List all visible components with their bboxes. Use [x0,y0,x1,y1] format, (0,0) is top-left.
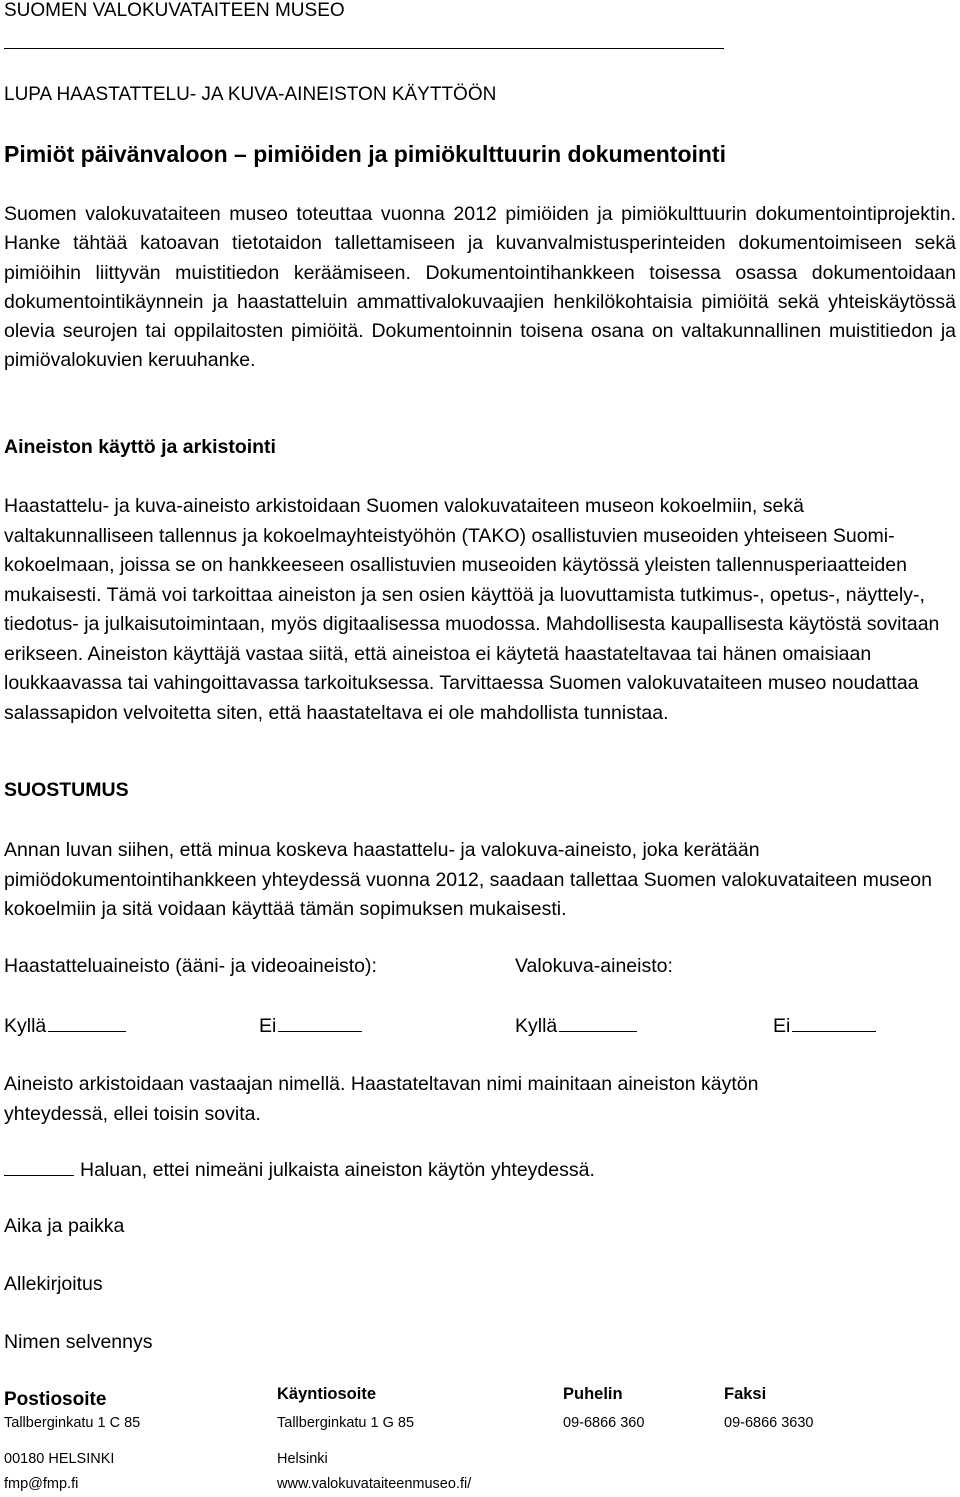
interview-yes-option[interactable] [4,1013,126,1038]
usage-paragraph: Haastattelu- ja kuva-aineisto arkistoidaan Suomen valokuvataiteen museon kokoelmiin, sekä valtakunnalliseen tallennus ja kokoelmayhteistyöhön (TAKO) osallistuvien museoiden yhteiseen Suomi-kokoelmaan, joissa se on hankkeeseen osallistuvien museoiden käytössä yleisten tallennusperiaatteiden mukaisesti. Tämä voi tarkoittaa aineiston ja sen osien käyttöä ja luovuttamista tutkimus-, opetus-, näyttely-, tiedotus- ja julkaisutoimintaan, myös digitaalisessa muodossa. Mahdollisesta kaupallisesta käytöstä sovitaan erikseen. Aineiston käyttäjä vastaa siitä, että aineistoa ei käytetä haastateltavaa tai hänen omaisiaan loukkaavassa tai vahingoittavassa tarkoituksessa. Tarvittaessa Suomen valokuvataiteen museo noudattaa salassapidon velvoitetta siten, että haastateltava ei ole mahdollista tunnistaa. [4,495,940,724]
photo-yes-option[interactable] [515,1013,637,1038]
email-link[interactable]: fmp@fmp.fi [4,1476,79,1492]
interview-no-label: Ei [259,1015,277,1037]
fax-heading: Faksi [724,1385,767,1403]
project-title: Pimiöt päivänvaloon – pimiöiden ja pimiökulttuurin dokumentointi [4,141,726,167]
header-rule [4,48,724,50]
anonymous-option[interactable] [4,1157,595,1182]
visiting-city: Helsinki [277,1451,328,1467]
archive-note: Aineisto arkistoidaan vastaajan nimellä. Haastateltavan nimi mainitaan aineiston käytön yhteydessä, ellei toisin sovita. [4,1073,759,1125]
photo-no-option[interactable] [773,1013,876,1038]
intro-paragraph: Suomen valokuvataiteen museo toteuttaa vuonna 2012 pimiöiden ja pimiökulttuurin dokumentointiprojektin. Hanke tähtää katoavan tietotaidon tallettamiseen ja kuvanvalmistusperinteiden dokumentoimiseen sekä pimiöihin liittyvän muistitiedon keräämiseen. Dokumentointihankkeen toisessa osassa dokumentoidaan dokumentointikäynnein ja haastatteluin ammattivalokuvaajien henkilökohtaisia pimiöitä sekä yhteiskäytössä olevia seurojen tai oppilaitosten pimiöitä. Dokumentoinnin toisena osana on valtakunnallinen muistitiedon ja pimiövalokuvien keruuhanke. [4,203,956,372]
interview-no-blank[interactable] [278,1013,362,1032]
phone-heading: Puhelin [563,1385,623,1403]
interview-yes-blank[interactable] [48,1013,126,1032]
interview-no-option[interactable] [259,1013,362,1038]
postal-address-heading: Postiosoite [4,1389,107,1410]
signature-label: Allekirjoitus [4,1273,103,1295]
consent-paragraph: Annan luvan siihen, että minua koskeva haastattelu- ja valokuva-aineisto, joka kerätään pimiödokumentointihankkeen yhteydessä vuonna 2012, saadaan tallettaa Suomen valokuvataiteen museon kokoelmiin ja sitä voidaan käyttää tämän sopimuksen mukaisesti. [4,839,932,920]
interview-material-label: Haastatteluaineisto (ääni- ja videoaineisto): [4,955,377,977]
photo-yes-blank[interactable] [559,1013,637,1032]
phone-number: 09-6866 360 [563,1415,645,1431]
postal-street: Tallberginkatu 1 C 85 [4,1415,141,1431]
visiting-street: Tallberginkatu 1 G 85 [277,1415,415,1431]
anonymous-option-label: Haluan, ettei nimeäni julkaista aineiston käytön yhteydessä. [80,1159,595,1181]
organization-name: SUOMEN VALOKUVATAITEEN MUSEO [4,0,345,21]
photo-yes-label: Kyllä [515,1015,558,1037]
consent-heading: SUOSTUMUS [4,779,129,801]
time-place-label: Aika ja paikka [4,1215,125,1237]
website-link[interactable]: www.valokuvataiteenmuseo.fi/ [277,1476,472,1492]
postal-city: 00180 HELSINKI [4,1451,115,1467]
interview-yes-label: Kyllä [4,1015,47,1037]
permit-title: LUPA HAASTATTELU- JA KUVA-AINEISTON KÄYTTÖÖN [4,84,497,105]
visiting-address-heading: Käyntiosoite [277,1385,377,1403]
name-clarification-label: Nimen selvennys [4,1331,153,1353]
photo-no-label: Ei [773,1015,791,1037]
anonymous-blank[interactable] [4,1157,74,1176]
photo-no-blank[interactable] [792,1013,876,1032]
photo-material-label: Valokuva-aineisto: [515,955,673,977]
fax-number: 09-6866 3630 [724,1415,814,1431]
usage-heading: Aineiston käyttö ja arkistointi [4,436,276,458]
